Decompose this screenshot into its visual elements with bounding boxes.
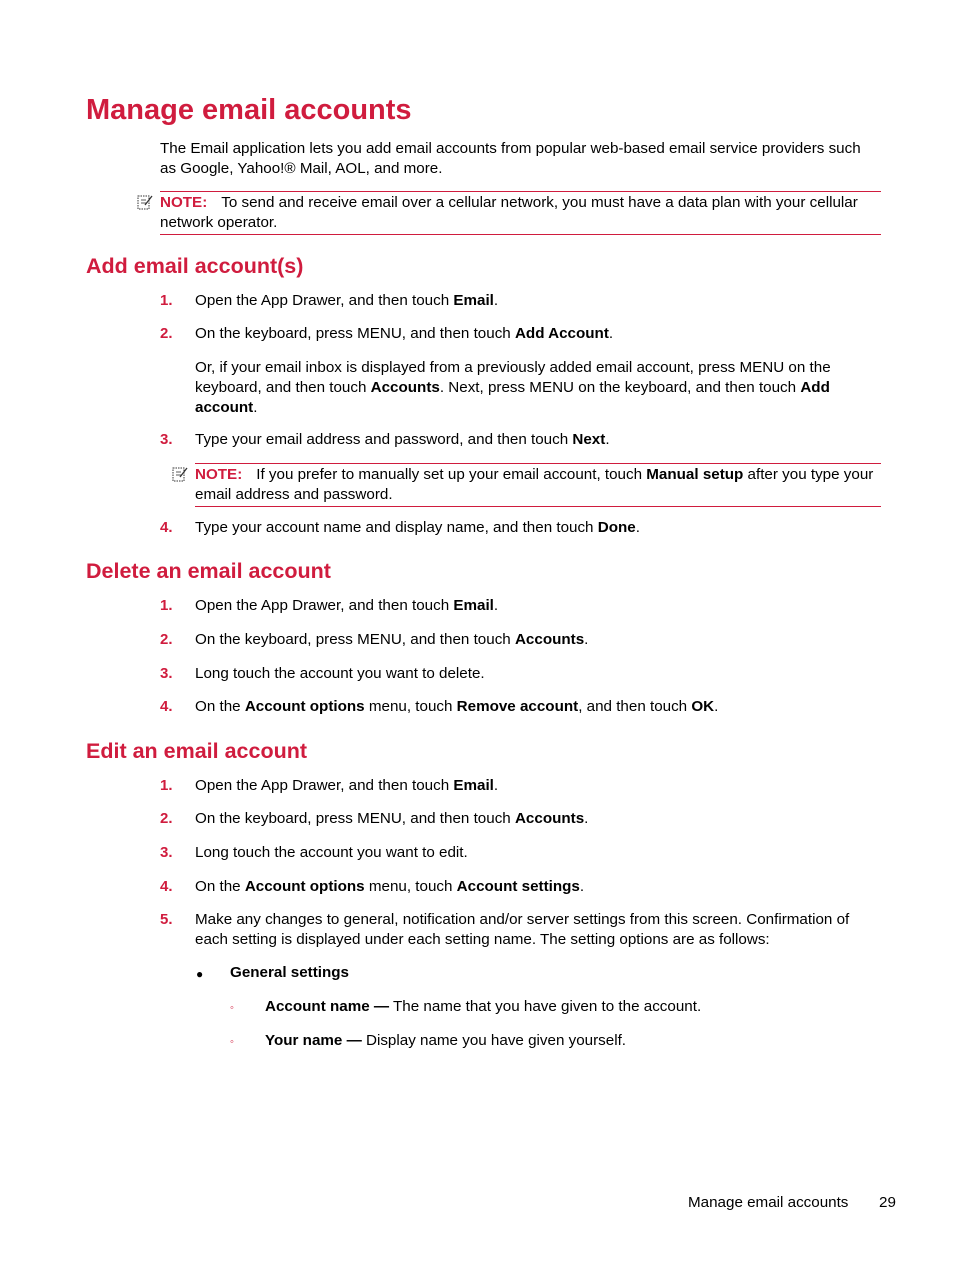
- note-icon: [136, 193, 154, 216]
- sub-bullet-text: Account name — The name that you have given to the account.: [265, 998, 702, 1015]
- note-box: [160, 191, 881, 235]
- step-text: Open the App Drawer, and then touch Email.: [195, 292, 499, 309]
- note-label: NOTE:: [195, 466, 243, 483]
- step-text: On the Account options menu, touch Remove account, and then touch OK.: [195, 698, 719, 715]
- step-text: On the Account options menu, touch Account settings.: [195, 878, 585, 895]
- step-text: On the keyboard, press MENU, and then touch Accounts.: [195, 810, 589, 827]
- step-number: 1.: [160, 292, 173, 309]
- step-number: 1.: [160, 597, 173, 614]
- note-label: NOTE:: [160, 194, 208, 211]
- step-number: 4.: [160, 698, 173, 715]
- step-text: Open the App Drawer, and then touch Email.: [195, 597, 499, 614]
- note-icon: [171, 465, 189, 488]
- step-number: 3.: [160, 844, 173, 861]
- step-number: 3.: [160, 665, 173, 682]
- section-heading-edit: Edit an email account: [86, 739, 308, 763]
- page-title: Manage email accounts: [86, 94, 412, 126]
- page-number: 29: [879, 1194, 896, 1211]
- step-text: Open the App Drawer, and then touch Email.: [195, 777, 499, 794]
- step-text: On the keyboard, press MENU, and then touch Accounts.: [195, 631, 589, 648]
- step-text: Long touch the account you want to edit.: [195, 844, 468, 861]
- step-text: Type your account name and display name, and then touch Done.: [195, 519, 640, 536]
- step-number: 1.: [160, 777, 173, 794]
- step-text: Type your email address and password, and then touch Next.: [195, 431, 610, 448]
- step-text: Make any changes to general, notification and/or server settings from this screen. Confirmation of each setting is displayed under each setting name. The setting options are as follows:: [195, 911, 850, 948]
- step-text: Long touch the account you want to delete.: [195, 665, 485, 682]
- step-text: On the keyboard, press MENU, and then touch Add Account.: [195, 325, 614, 342]
- note-box: NOTE: If you prefer to manually set up your email account, touch Manual setup after you type your email address and password.: [195, 463, 881, 507]
- bullet-label: General settings: [230, 964, 350, 981]
- step-number: 2.: [160, 631, 173, 648]
- step-number: 5.: [160, 911, 173, 928]
- sub-bullet-icon: ◦: [230, 1036, 234, 1048]
- section-heading-add: Add email account(s): [86, 254, 304, 278]
- step-number: 2.: [160, 325, 173, 342]
- note-text: To send and receive email over a cellular network, you must have a data plan with your cellular network operator.: [160, 194, 858, 231]
- bullet-icon: ●: [196, 967, 204, 981]
- step-number: 4.: [160, 519, 173, 536]
- step-number: 4.: [160, 878, 173, 895]
- alt-instructions: Or, if your email inbox is displayed from a previously added email account, press MENU on the keyboard, and then touch Accounts. Next, press MENU on the keyboard, and then touch Add account.: [195, 359, 831, 416]
- footer-label: Manage email accounts: [688, 1194, 849, 1211]
- section-heading-delete: Delete an email account: [86, 559, 331, 583]
- intro-paragraph: The Email application lets you add email accounts from popular web-based email service providers such as Google, Yahoo!® Mail, AOL, and more.: [160, 140, 861, 177]
- sub-bullet-text: Your name — Display name you have given yourself.: [265, 1032, 627, 1049]
- step-number: 2.: [160, 810, 173, 827]
- sub-bullet-icon: ◦: [230, 1002, 234, 1014]
- step-number: 3.: [160, 431, 173, 448]
